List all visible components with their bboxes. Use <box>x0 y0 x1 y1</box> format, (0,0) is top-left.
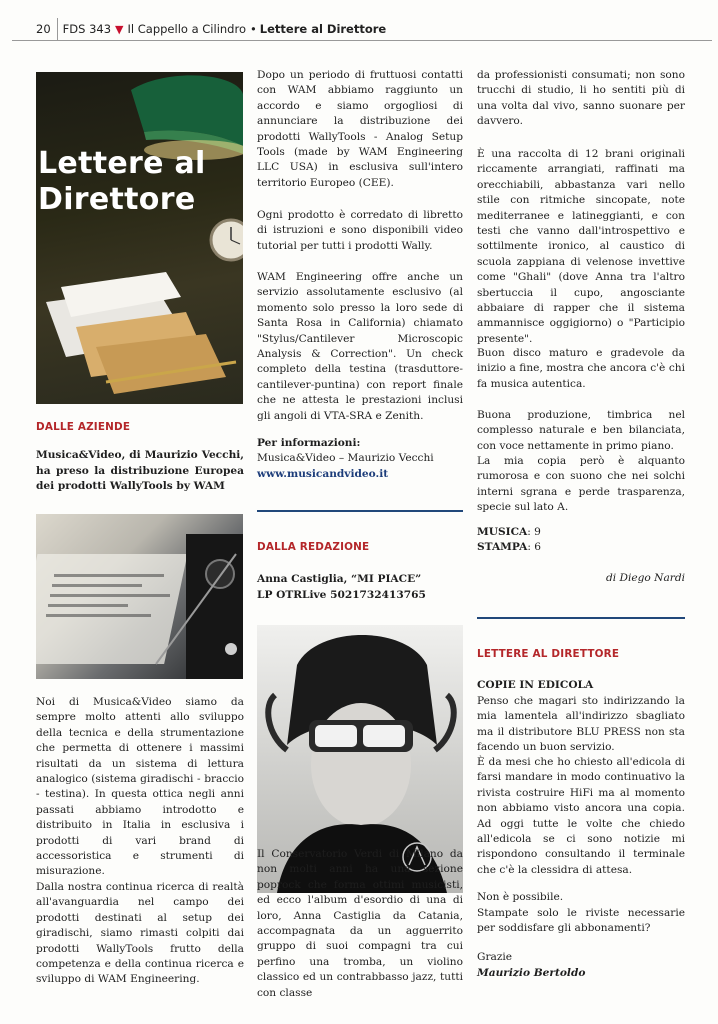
column3-paragraph-1: da professionisti consumati; non sono trucchi di studio, li ho sentiti più di una volta dal vivo, sanno suonare per davvero. <box>477 69 685 128</box>
letter-paragraph-2: È da mesi che ho chiesto all'edicola di farsi mandare in modo continuativo la rivista costruire HiFi ma al momento non abbiamo visto ancora una copia. Ad oggi tutte le volte che chiedo all'edicola se ci sono notizie mi rispondono consultando il terminale che c'è la clessidra di attesa. <box>477 756 685 876</box>
desk-lamp-illustration <box>36 72 243 404</box>
column3-paragraph-5: La mia copia però è alquanto rumorosa e con suono che nei solchi interni sgrana e perde trasparenza, specie sul lato A. <box>477 455 685 514</box>
letter-closing: Grazie <box>477 951 513 963</box>
turntable-image <box>36 514 243 679</box>
column2-paragraph-2: Ogni prodotto è corredato di libretto di istruzioni e sono disponibili video tutorial per tutti i prodotti Wally. <box>257 209 463 252</box>
section-title: Lettere al Direttore <box>259 22 387 36</box>
kicker-lettere: LETTERE AL DIRETTORE <box>477 648 620 660</box>
info-label: Per informazioni: <box>257 437 361 449</box>
stampa-score: : 6 <box>527 541 542 554</box>
page-number: 20 <box>12 18 58 40</box>
column3-paragraph-2: È una raccolta di 12 brani originali riccamente arrangiati, raffinati ma orecchiabili, abbastanza vari nello stile con ritmiche sincopate, note mediterranee e latineggianti, e con testi che vanno dall'introspettivo e sottilmente ironico, al caustico di scuola zappiana di velenose invettive come "Ghali" (dove Anna tra l'altro sbertuccia il cupo, angosciante abbaiare di rapper che il sistema ammannisce oggigiorno) o "Participio presente". <box>477 148 685 345</box>
review-catalog: LP OTRLive 5021732413765 <box>257 588 426 601</box>
letter-paragraph-4: Stampate solo le riviste necessarie per soddisfare gli abbonamenti? <box>477 907 685 935</box>
kicker-dalle-aziende: DALLE AZIENDE <box>36 421 131 433</box>
website-link[interactable]: www.musicandvideo.it <box>257 467 389 480</box>
musica-label: MUSICA <box>477 526 528 538</box>
letter-paragraph-1: Penso che magari sto indirizzando la mia lamentela all'indirizzo sbagliato ma il distributore BLU PRESS non sta facendo un buon servizio. <box>477 695 685 754</box>
letter-title: COPIE IN EDICOLA <box>477 679 594 691</box>
letter-signature: Maurizio Bertoldo <box>477 967 586 979</box>
column1-paragraph-1: Noi di Musica&Video siamo da sempre molto attenti allo sviluppo della tecnica e della strumentazione che permetta di ottenere i massimi risultati da un sistema di lettura analogico (sistema giradischi - braccio - testina). In questa ottica negli anni passati abbiamo introdotto e distribuito in Italia in esclusiva i prodotti di vari brand di accessoristica e strumenti di misurazione. <box>36 696 244 878</box>
letter-paragraph-3: Non è possibile. <box>477 891 564 903</box>
triangle-icon: ▼ <box>115 22 124 36</box>
info-block <box>257 436 463 482</box>
section-parent: Il Cappello a Cilindro <box>127 22 246 36</box>
running-header <box>12 18 712 41</box>
turntable-illustration <box>36 514 243 679</box>
ratings <box>477 525 685 556</box>
review-title: Anna Castiglia, “MI PIACE” <box>257 573 422 585</box>
review-byline: di Diego Nardi <box>605 572 685 584</box>
musica-score: : 9 <box>527 526 541 538</box>
article-headline: Musica&Video, di Maurizio Vecchi, ha preso la distribuzione Europea dei prodotti WallyTools by WAM <box>36 449 244 493</box>
stampa-label: STAMPA <box>477 541 528 554</box>
hero-title <box>38 146 206 218</box>
column1-paragraph-2: Dalla nostra continua ricerca di realtà all'avanguardia nel campo dei prodotti destinati al setup dei giradischi, siamo rimasti colpiti dai prodotti WallyTools frutto della competenza e della continua ricerca e sviluppo di WAM Engineering. <box>36 881 244 986</box>
hero-title-line-2: Direttore <box>38 182 196 217</box>
info-contact: Musica&Video – Maurizio Vecchi <box>257 452 434 465</box>
review-heading <box>257 572 463 603</box>
header-separator: • <box>250 22 257 36</box>
rating-stampa <box>477 540 685 555</box>
column2-paragraph-1: Dopo un periodo di fruttuosi contatti con WAM abbiamo raggiunto un accordo e siamo orgogliosi di annunciare la distribuzione dei prodotti WallyTools - Analog Setup Tools (made by WAM Engineering LLC USA) in esclusiva sull'intero territorio Europeo (CEE). <box>257 69 463 189</box>
magazine-issue: FDS 343 <box>62 22 112 36</box>
column3-paragraph-4: Buona produzione, timbrica nel complesso naturale e ben bilanciata, con voce nettamente in primo piano. <box>477 409 685 452</box>
column2-paragraph-3: WAM Engineering offre anche un servizio assolutamente esclusivo (al momento solo presso la loro sede di Santa Rosa in California) chiamato "Stylus/Cantilever Microscopic Analysis & Correction". Un check completo della testina (trasduttore-cantilever-puntina) con report finale che ne attesta le prestazioni inclusi gli angoli di VTA-SRA e Zenith. <box>257 271 463 422</box>
section-divider-2 <box>477 617 685 619</box>
rating-musica <box>477 525 685 540</box>
hero-title-line-1: Lettere al <box>38 146 206 181</box>
review-paragraph: Il Conservatorio Verdi di Milano da non molti anni ha una sezione poprock che forma ottimi musicisti, ed ecco l'album d'esordio di una di loro, Anna Castiglia da Catania, accompagnata da un agguerrito gruppo di suoi compagni tra cui perfino una tromba, un violino classico ed un contrabbasso jazz, tutti con classe <box>257 848 463 999</box>
column3-paragraph-3: Buon disco maturo e gradevole da inizio a fine, mostra che ancora c'è chi fa musica autentica. <box>477 347 685 390</box>
kicker-dalla-redazione: DALLA REDAZIONE <box>257 541 370 553</box>
hero-image <box>36 72 243 404</box>
section-divider <box>257 510 463 512</box>
